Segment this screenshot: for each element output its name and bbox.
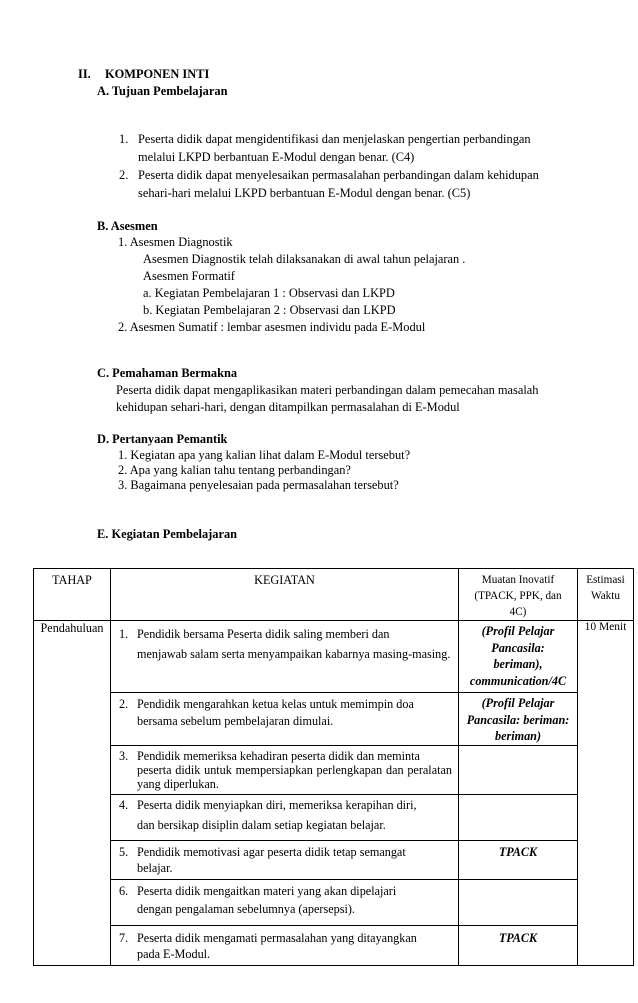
assessment-item: 2. Asesmen Sumatif : lembar asesmen individu pada E-Modul (118, 320, 426, 334)
goal-number: 1. (119, 132, 129, 146)
activity-cell (111, 693, 459, 746)
activity-cell (111, 879, 459, 925)
activity-text: Pendidik memeriksa kehadiran peserta didik dan meminta (137, 748, 420, 763)
meaning-text: Peserta didik dapat mengaplikasikan materi perbandingan dalam pemecahan masalah (116, 383, 539, 397)
goal-text: Peserta didik dapat mengidentifikasi dan menjelaskan pengertian perbandingan (138, 132, 531, 146)
table-row (34, 925, 634, 965)
activity-cell (111, 621, 459, 693)
stage-cell: Pendahuluan (34, 621, 111, 966)
innovation-cell: TPACK (459, 840, 578, 879)
assessment-subitem: b. Kegiatan Pembelajaran 2 : Observasi dan LKPD (143, 303, 396, 317)
innovation-cell: (Profil Pelajar Pancasila: beriman: beriman) (459, 693, 578, 746)
table-row (34, 879, 634, 925)
subsection-e-title: E. Kegiatan Pembelajaran (97, 527, 238, 541)
section-number: II. (78, 67, 91, 81)
assessment-desc: Asesmen Diagnostik telah dilaksanakan di awal tahun pelajaran . (143, 252, 466, 266)
question-item: 1. Kegiatan apa yang kalian lihat dalam E-Modul tersebut? (118, 448, 411, 462)
innovation-cell (459, 879, 578, 925)
activity-text-cont: dengan pengalaman sebelumnya (apersepsi). (137, 901, 355, 916)
assessment-subtitle: Asesmen Formatif (143, 269, 235, 283)
activity-number: 6. (119, 883, 129, 898)
activity-text: Peserta didik menyiapkan diri, memeriksa kerapihan diri, (137, 797, 417, 812)
subsection-b-title: B. Asesmen (97, 219, 158, 233)
table-row (34, 840, 634, 879)
goal-text: Peserta didik dapat menyelesaikan permasalahan perbandingan dalam kehidupan (138, 168, 539, 182)
section-title: KOMPONEN INTI (105, 67, 210, 81)
activity-cell (111, 840, 459, 879)
header-muatan: Muatan Inovatif (TPACK, PPK, dan 4C) (459, 569, 578, 621)
activity-text: Pendidik mengarahkan ketua kelas untuk memimpin doa (137, 697, 414, 711)
activity-text: Pendidik bersama Peserta didik saling memberi dan (137, 627, 390, 641)
innovation-cell: (Profil Pelajar Pancasila: beriman), communication/4C (459, 621, 578, 693)
header-kegiatan: KEGIATAN (111, 569, 459, 621)
activity-text-cont: peserta didik untuk mempersiapkan perlengkapan dan peralatan yang diperlukan. (137, 762, 452, 791)
header-estimasi: Estimasi Waktu (578, 569, 634, 621)
table-header-row (34, 569, 634, 621)
activity-text-cont: bersama sebelum pembelajaran dimulai. (137, 714, 334, 728)
goal-text-cont: sehari-hari melalui LKPD berbantuan E-Modul dengan benar. (C5) (138, 186, 471, 200)
innovation-cell: TPACK (459, 925, 578, 965)
activity-number: 3. (119, 748, 129, 763)
assessment-item: 1. Asesmen Diagnostik (118, 235, 233, 249)
meaning-text-cont: kehidupan sehari-hari, dengan ditampilkan permasalahan di E-Modul (116, 400, 460, 414)
table-row (34, 745, 634, 794)
subsection-c-title: C. Pemahaman Bermakna (97, 366, 238, 380)
activities-table (33, 568, 634, 966)
question-item: 2. Apa yang kalian tahu tentang perbandingan? (118, 463, 351, 477)
activity-number: 1. (119, 627, 129, 641)
question-item: 3. Bagaimana penyelesaian pada permasalahan tersebut? (118, 478, 399, 492)
activity-number: 5. (119, 844, 129, 859)
innovation-cell (459, 745, 578, 794)
activity-text: Peserta didik mengaitkan materi yang akan dipelajari (137, 883, 397, 898)
activity-cell (111, 794, 459, 840)
subsection-a-title: A. Tujuan Pembelajaran (97, 84, 228, 98)
subsection-d-title: D. Pertanyaan Pemantik (97, 432, 228, 446)
activity-text: Peserta didik mengamati permasalahan yang ditayangkan (137, 930, 417, 945)
activity-text-cont: dan bersikap disiplin dalam setiap kegiatan belajar. (137, 817, 386, 832)
innovation-cell (459, 794, 578, 840)
activity-number: 4. (119, 797, 129, 812)
activity-number: 7. (119, 930, 129, 945)
time-cell: 10 Menit (578, 621, 634, 966)
activity-text-cont: menjawab salam serta menyampaikan kabarnya masing-masing. (137, 647, 451, 661)
header-tahap: TAHAP (34, 569, 111, 621)
activity-text-cont: pada E-Modul. (137, 946, 211, 961)
activity-cell (111, 745, 459, 794)
activity-cell (111, 925, 459, 965)
assessment-subitem: a. Kegiatan Pembelajaran 1 : Observasi dan LKPD (143, 286, 395, 300)
table-row (34, 621, 634, 693)
table-row (34, 794, 634, 840)
goal-number: 2. (119, 168, 129, 182)
activity-number: 2. (119, 697, 129, 711)
goal-text-cont: melalui LKPD berbantuan E-Modul dengan benar. (C4) (138, 150, 415, 164)
activity-text-cont: belajar. (137, 860, 173, 875)
table-row (34, 693, 634, 746)
activity-text: Pendidik memotivasi agar peserta didik tetap semangat (137, 844, 406, 859)
